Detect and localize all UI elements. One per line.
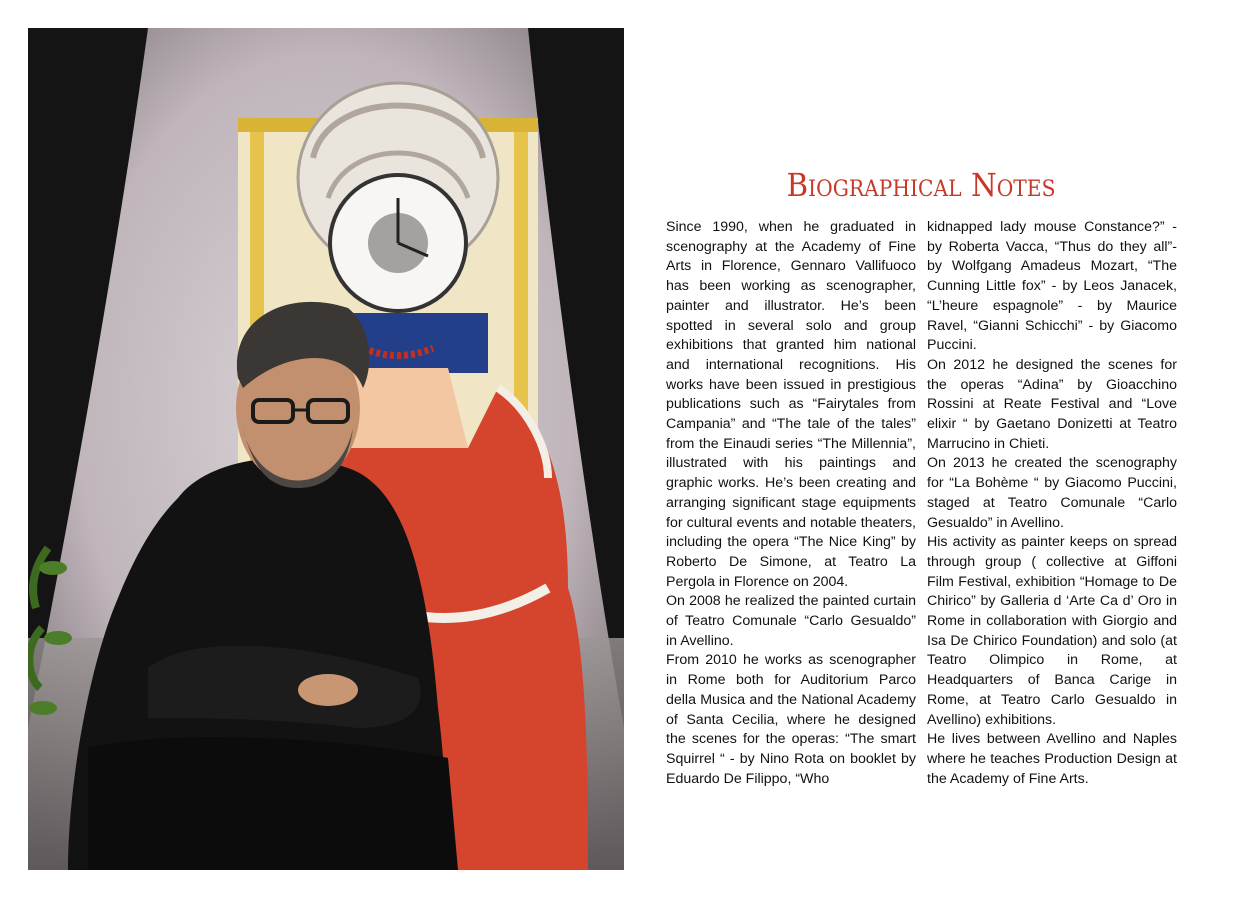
text-column-left <box>666 218 916 789</box>
paragraph: kidnapped lady mouse Constance?” - by Roberta Vacca, “Thus do they all”- by Wolfgang Amadeus Mozart, “The Cunning Little fox” - by Leos Janacek, “L’heure espagnole” - by Maurice Ravel, “Gianni Schicchi” - by Giacomo Puccini. <box>927 219 1177 354</box>
paragraph: From 2010 he works as scenographer in Rome both for Auditorium Parco della Musica and the National Academy of Santa Cecilia, where he designed the scenes for the operas: “The smart Squirrel “ - by Nino Rota on booklet by Eduardo De Filippo, “Who <box>666 652 916 787</box>
paragraph: His activity as painter keeps on spread through group ( collective at Giffoni Film Festival, exhibition “Homage to De Chirico” by Galleria d ‘Arte Ca d’ Oro in Rome in collaboration with Giorgio and Isa De Chirico Foundation) and solo (at Teatro Olimpico in Rome, at Headquarters of Banca Carige in Rome, at Teatro Carlo Gesualdo in Avellino) exhibitions. <box>927 534 1177 728</box>
paragraph: On 2013 he created the scenography for “La Bohème “ by Giacomo Puccini, staged at Teatro Comunale “Carlo Gesualdo” in Avellino. <box>927 455 1177 531</box>
text-column-right <box>927 218 1177 789</box>
paragraph: Since 1990, when he graduated in scenography at the Academy of Fine Arts in Florence, Gennaro Vallifuoco has been working as scenographer, painter and illustrator. He’s been spotted in several solo and group exhibitions that granted him national and international recognitions. His works have been issued in prestigious publications such as “Fairytales from Campania” and “The tale of the tales” from the Einaudi series “The Millennia”, illustrated with his paintings and graphic works. He’s been creating and arranging significant stage equipments for cultural events and notable theaters, including the opera “The Nice King” by Roberto De Simone, at Teatro La Pergola in Florence on 2004. <box>666 219 916 590</box>
artist-portrait-photo <box>28 28 624 870</box>
paragraph: On 2012 he designed the scenes for the operas “Adina” by Gioacchino Rossini at Reate Festival and “Love elixir “ by Gaetano Donizetti at Teatro Marrucino in Chieti. <box>927 356 1177 452</box>
page-title: Biographical Notes <box>786 166 1056 204</box>
paragraph: On 2008 he realized the painted curtain of Teatro Comunale “Carlo Gesualdo” in Avellino. <box>666 593 916 649</box>
paragraph: He lives between Avellino and Naples where he teaches Production Design at the Academy of Fine Arts. <box>927 731 1177 787</box>
